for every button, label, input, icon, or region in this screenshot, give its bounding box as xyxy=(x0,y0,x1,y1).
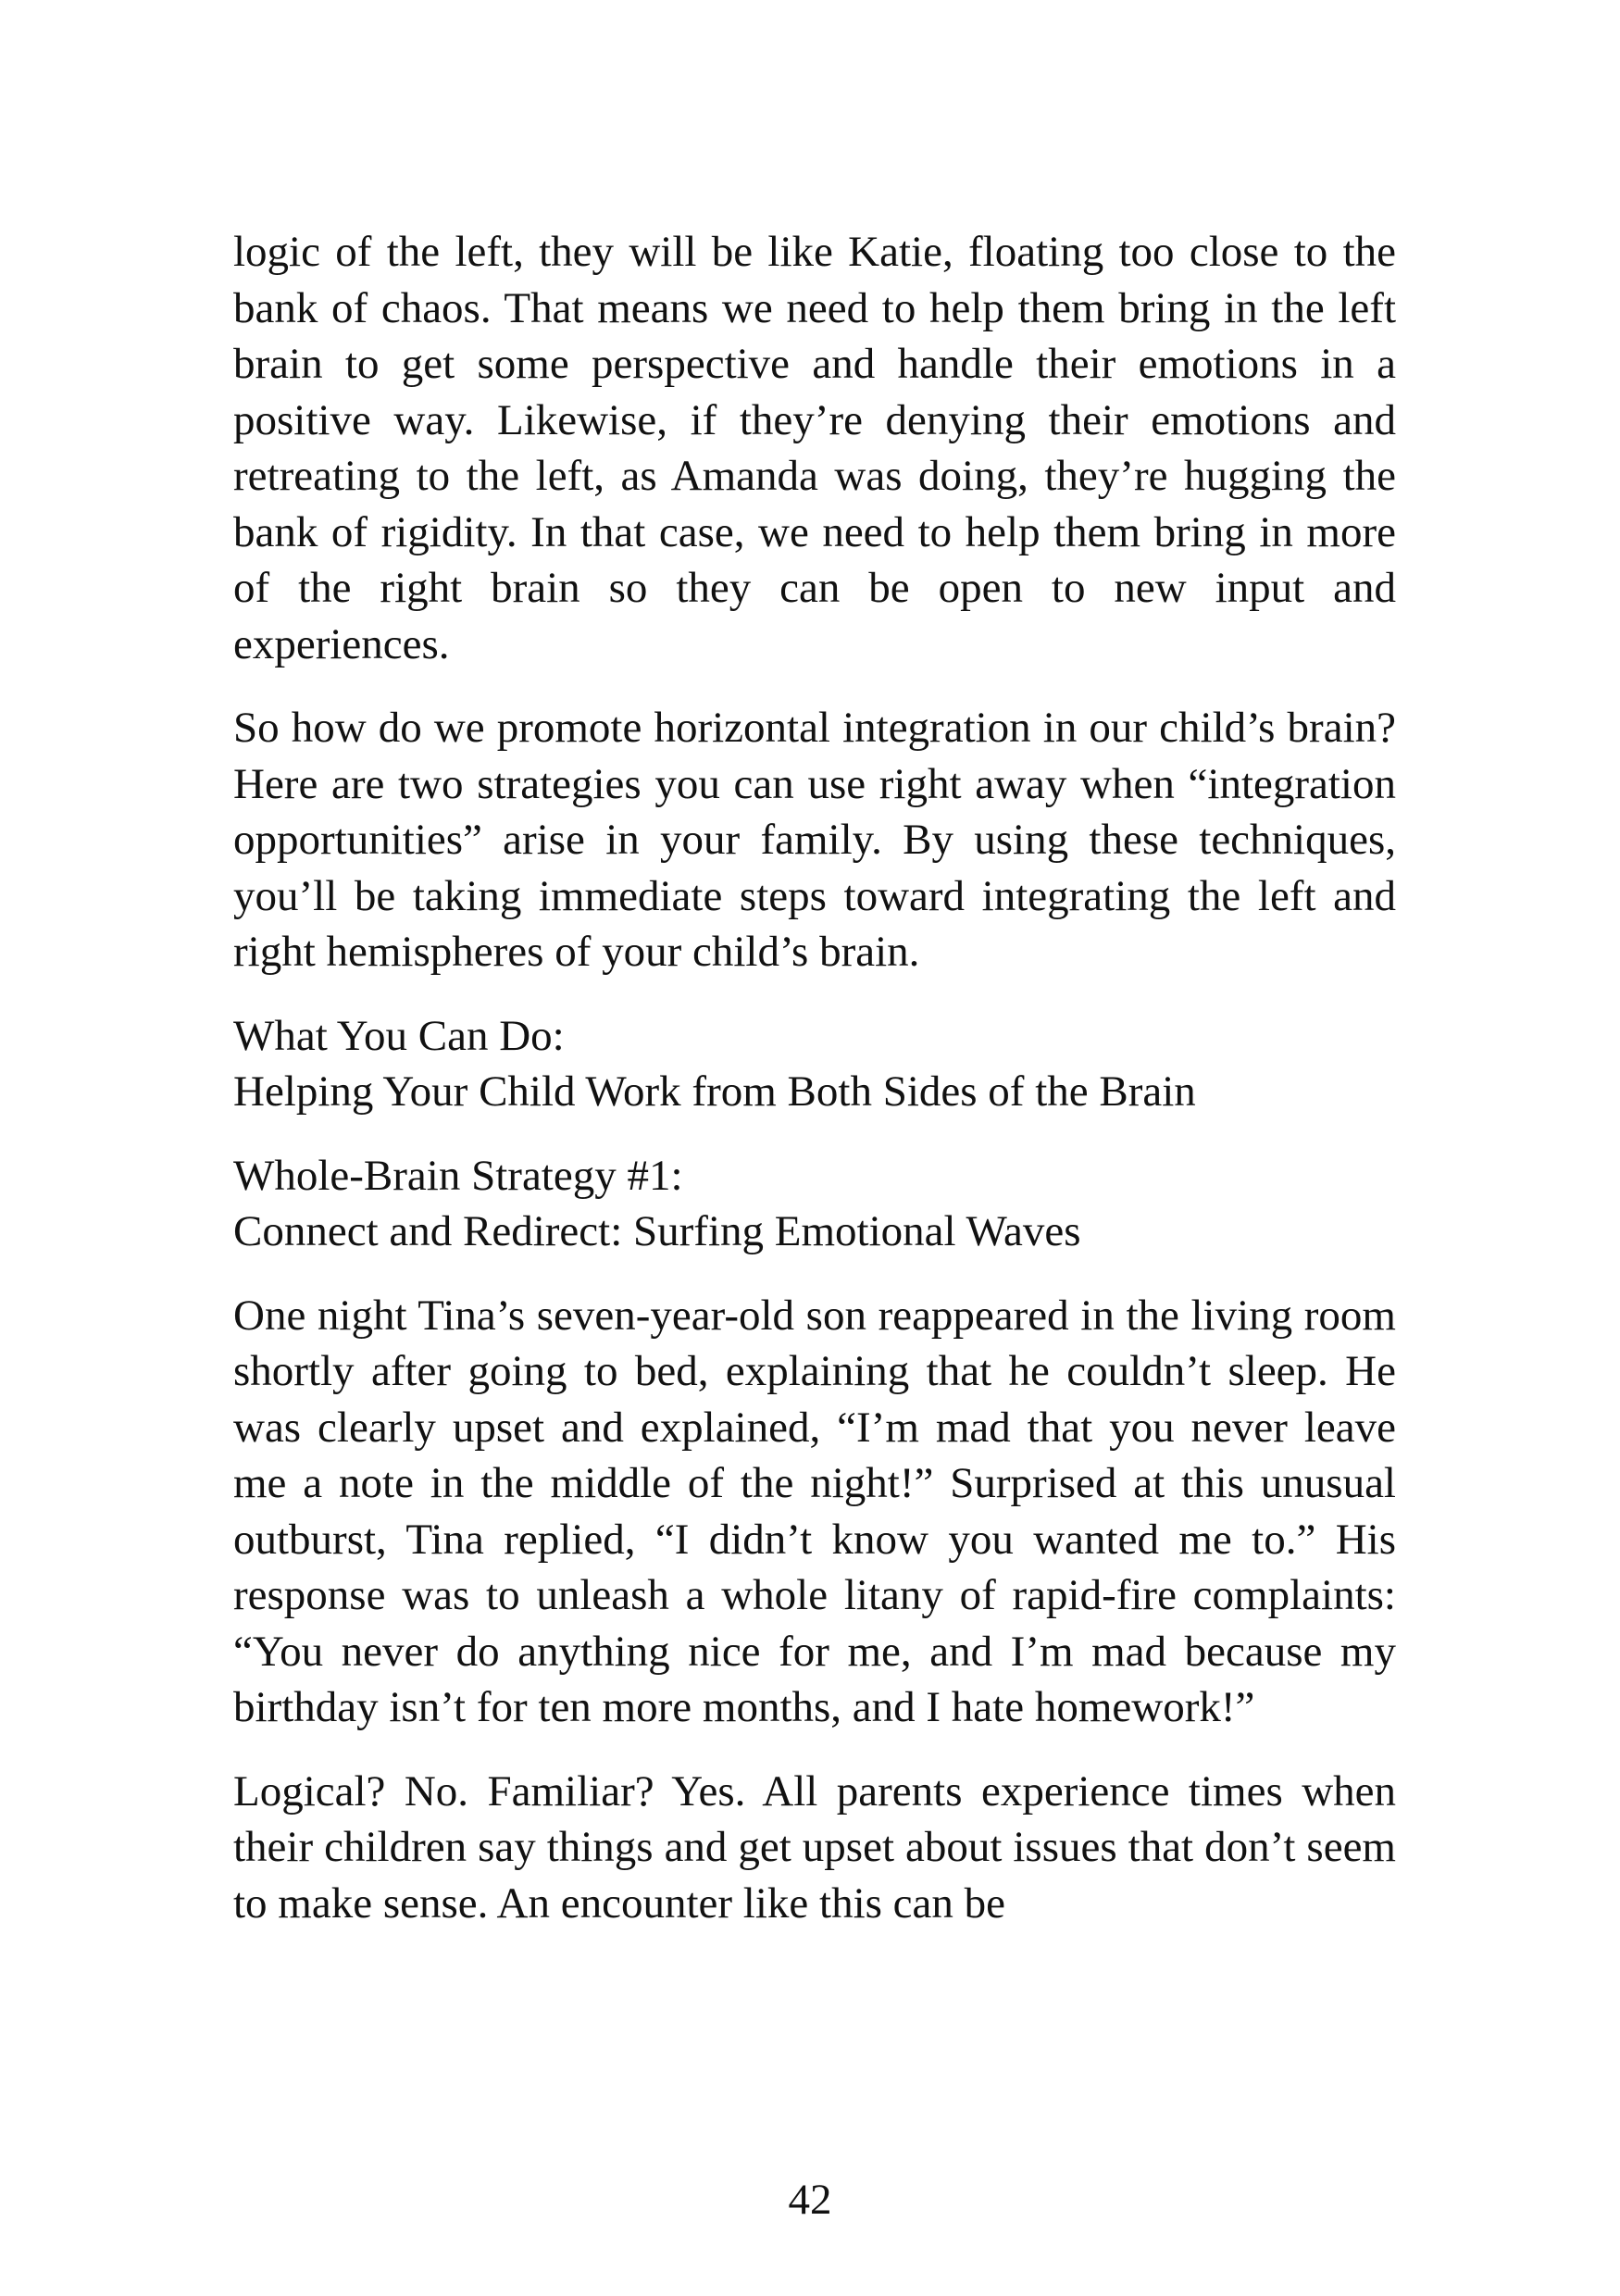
paragraph-logical-familiar: Logical? No. Familiar? Yes. All parents experience times when their children say things and get upset about issues that don’t seem to make sense. An encounter like this can be xyxy=(233,1766,1396,1928)
paragraph-tina-story: One night Tina’s seven-year-old son reappeared in the living room shortly after going to bed, explaining that he couldn’t sleep. He was clearly upset and explained, “I’m mad that you never leave me a note in the middle of the night!” Surprised at this unusual outburst, Tina replied, “I didn’t know you wanted me to.” His response was to unleash a whole litany of rapid-fire complaints: “You never do anything nice for me, and I’m mad because my birthday isn’t for ten more months, and I hate homework!” xyxy=(233,1291,1396,1731)
strategy-heading-title: Connect and Redirect: Surfing Emotional Waves xyxy=(233,1207,1081,1255)
strategy-heading xyxy=(233,1148,1396,1260)
paragraph-left-brain-logic: logic of the left, they will be like Katie, floating too close to the bank of chaos. That means we need to help them bring in the left brain to get some perspective and handle their emotions in a positive way. Likewise, if they’re denying their emotions and retreating to the left, as Amanda was doing, they’re hugging the bank of rigidity. In that case, we need to help them bring in more of the right brain so they can be open to new input and experiences. xyxy=(233,228,1396,668)
page-body xyxy=(233,224,1396,1959)
section-heading-title: Helping Your Child Work from Both Sides of the Brain xyxy=(233,1067,1196,1116)
page-number: 42 xyxy=(788,2176,832,2224)
paragraph-horizontal-integration: So how do we promote horizontal integration in our child’s brain? Here are two strategies you can use right away when “integration opportunities” arise in your family. By using these techniques, you’ll be taking immediate steps toward integrating the left and right hemispheres of your child’s brain. xyxy=(233,704,1396,976)
strategy-heading-label: Whole-Brain Strategy #1: xyxy=(233,1151,683,1200)
section-heading xyxy=(233,1008,1396,1120)
section-heading-label: What You Can Do: xyxy=(233,1011,565,1060)
